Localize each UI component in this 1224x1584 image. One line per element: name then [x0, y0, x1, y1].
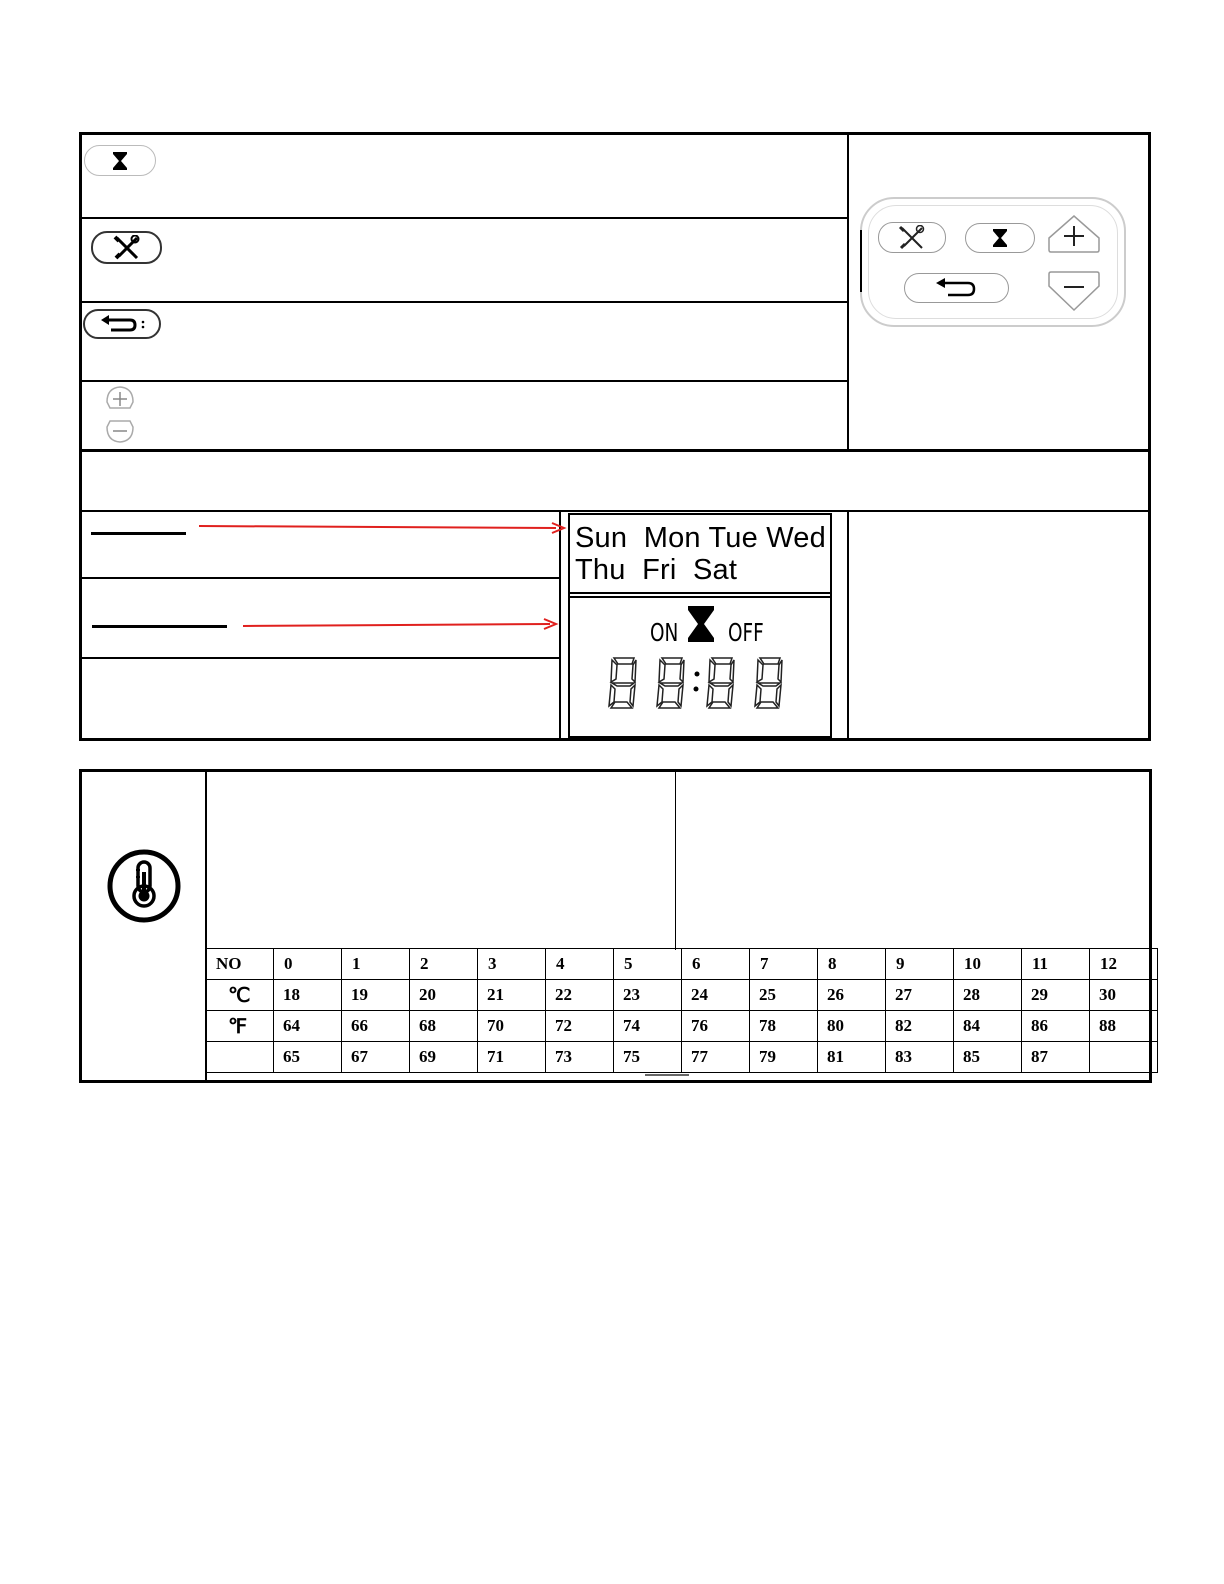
- table-cell: 79: [750, 1042, 818, 1073]
- tools-icon: [898, 225, 926, 251]
- table-header-row: [206, 949, 1158, 980]
- back-button[interactable]: [83, 309, 161, 339]
- hourglass-icon: [992, 228, 1008, 248]
- divider: [82, 577, 560, 579]
- table-cell: 65: [274, 1042, 342, 1073]
- table-cell: 72: [546, 1011, 614, 1042]
- table-cell: 87: [1022, 1042, 1090, 1073]
- table-cell: 20: [410, 980, 478, 1011]
- table-cell: 69: [410, 1042, 478, 1073]
- table-mark: [645, 1074, 689, 1076]
- table-cell: 74: [614, 1011, 682, 1042]
- table-cell: 88: [1090, 1011, 1158, 1042]
- table-cell: 22: [546, 980, 614, 1011]
- divider: [82, 449, 1149, 452]
- table-cell: 64: [274, 1011, 342, 1042]
- keypad-minus-button[interactable]: [1047, 270, 1101, 312]
- header-no: NO: [206, 949, 274, 980]
- header-index: 5: [614, 949, 682, 980]
- divider: [82, 217, 848, 219]
- table-cell: 25: [750, 980, 818, 1011]
- header-index: 3: [478, 949, 546, 980]
- header-index: 8: [818, 949, 886, 980]
- table-cell: 85: [954, 1042, 1022, 1073]
- divider: [82, 301, 848, 303]
- divider: [82, 380, 848, 382]
- settings-button[interactable]: [91, 231, 162, 264]
- temperature-table: [205, 948, 1158, 1073]
- table-row: [206, 1011, 1158, 1042]
- hourglass-icon: [112, 151, 128, 171]
- days-line-2: Thu Fri Sat: [575, 554, 738, 586]
- header-index: 6: [682, 949, 750, 980]
- table-cell: 23: [614, 980, 682, 1011]
- on-label: ON: [650, 618, 679, 647]
- table-cell: 27: [886, 980, 954, 1011]
- table-row: [206, 1042, 1158, 1073]
- unit-label: [206, 1042, 274, 1073]
- back-arrow-icon: [932, 277, 982, 299]
- table-cell: 76: [682, 1011, 750, 1042]
- header-index: 11: [1022, 949, 1090, 980]
- table-cell: 29: [1022, 980, 1090, 1011]
- thermometer-icon: [106, 848, 182, 924]
- table-cell: 21: [478, 980, 546, 1011]
- table-cell: 84: [954, 1011, 1022, 1042]
- unit-label: ℉: [206, 1011, 274, 1042]
- table-cell: 73: [546, 1042, 614, 1073]
- keypad-back-button[interactable]: [904, 273, 1009, 303]
- header-index: 7: [750, 949, 818, 980]
- header-index: 9: [886, 949, 954, 980]
- table-cell: 71: [478, 1042, 546, 1073]
- divider: [847, 135, 849, 450]
- divider: [82, 657, 560, 659]
- table-cell: 70: [478, 1011, 546, 1042]
- label-underline: [92, 625, 227, 628]
- tools-icon: [113, 235, 141, 261]
- divider: [847, 511, 849, 740]
- table-cell: 80: [818, 1011, 886, 1042]
- minus-button[interactable]: [103, 417, 137, 445]
- minus-icon: [103, 417, 137, 445]
- off-label: OFF: [728, 618, 764, 647]
- time-display-box: [568, 592, 832, 738]
- table-cell: 30: [1090, 980, 1158, 1011]
- table-cell: 86: [1022, 1011, 1090, 1042]
- red-arrow-display: [240, 616, 560, 632]
- table-cell: 19: [342, 980, 410, 1011]
- back-arrow-icon: [97, 314, 147, 334]
- table-cell: 24: [682, 980, 750, 1011]
- table-cell: 67: [342, 1042, 410, 1073]
- keypad-edge-mark: [860, 230, 862, 292]
- table-cell: 26: [818, 980, 886, 1011]
- header-index: 0: [274, 949, 342, 980]
- table-cell: 75: [614, 1042, 682, 1073]
- table-cell: 78: [750, 1011, 818, 1042]
- keypad-plus-button[interactable]: [1047, 214, 1101, 254]
- divider: [675, 772, 676, 950]
- header-index: 4: [546, 949, 614, 980]
- header-index: 2: [410, 949, 478, 980]
- days-line-1: Sun Mon Tue Wed: [575, 522, 826, 554]
- unit-label: ℃: [206, 980, 274, 1011]
- seven-segment-time: [608, 656, 792, 710]
- keypad-timer-button[interactable]: [965, 223, 1035, 253]
- divider: [82, 510, 1149, 512]
- table-cell: 81: [818, 1042, 886, 1073]
- day-indicator-box: [568, 513, 832, 598]
- header-index: 10: [954, 949, 1022, 980]
- keypad-settings-button[interactable]: [878, 222, 946, 253]
- table-cell: 66: [342, 1011, 410, 1042]
- table-cell: 82: [886, 1011, 954, 1042]
- plus-icon: [1047, 214, 1101, 254]
- plus-button[interactable]: [103, 384, 137, 412]
- timer-button[interactable]: [84, 145, 156, 176]
- hourglass-icon: [686, 605, 716, 643]
- table-cell: 68: [410, 1011, 478, 1042]
- table-cell: 18: [274, 980, 342, 1011]
- table-cell: 83: [886, 1042, 954, 1073]
- header-index: 12: [1090, 949, 1158, 980]
- table-cell: 77: [682, 1042, 750, 1073]
- table-cell: [1090, 1042, 1158, 1073]
- label-underline: [91, 532, 186, 535]
- plus-icon: [103, 384, 137, 412]
- header-index: 1: [342, 949, 410, 980]
- table-row: [206, 980, 1158, 1011]
- red-arrow-days: [196, 520, 568, 536]
- table-cell: 28: [954, 980, 1022, 1011]
- minus-icon: [1047, 270, 1101, 312]
